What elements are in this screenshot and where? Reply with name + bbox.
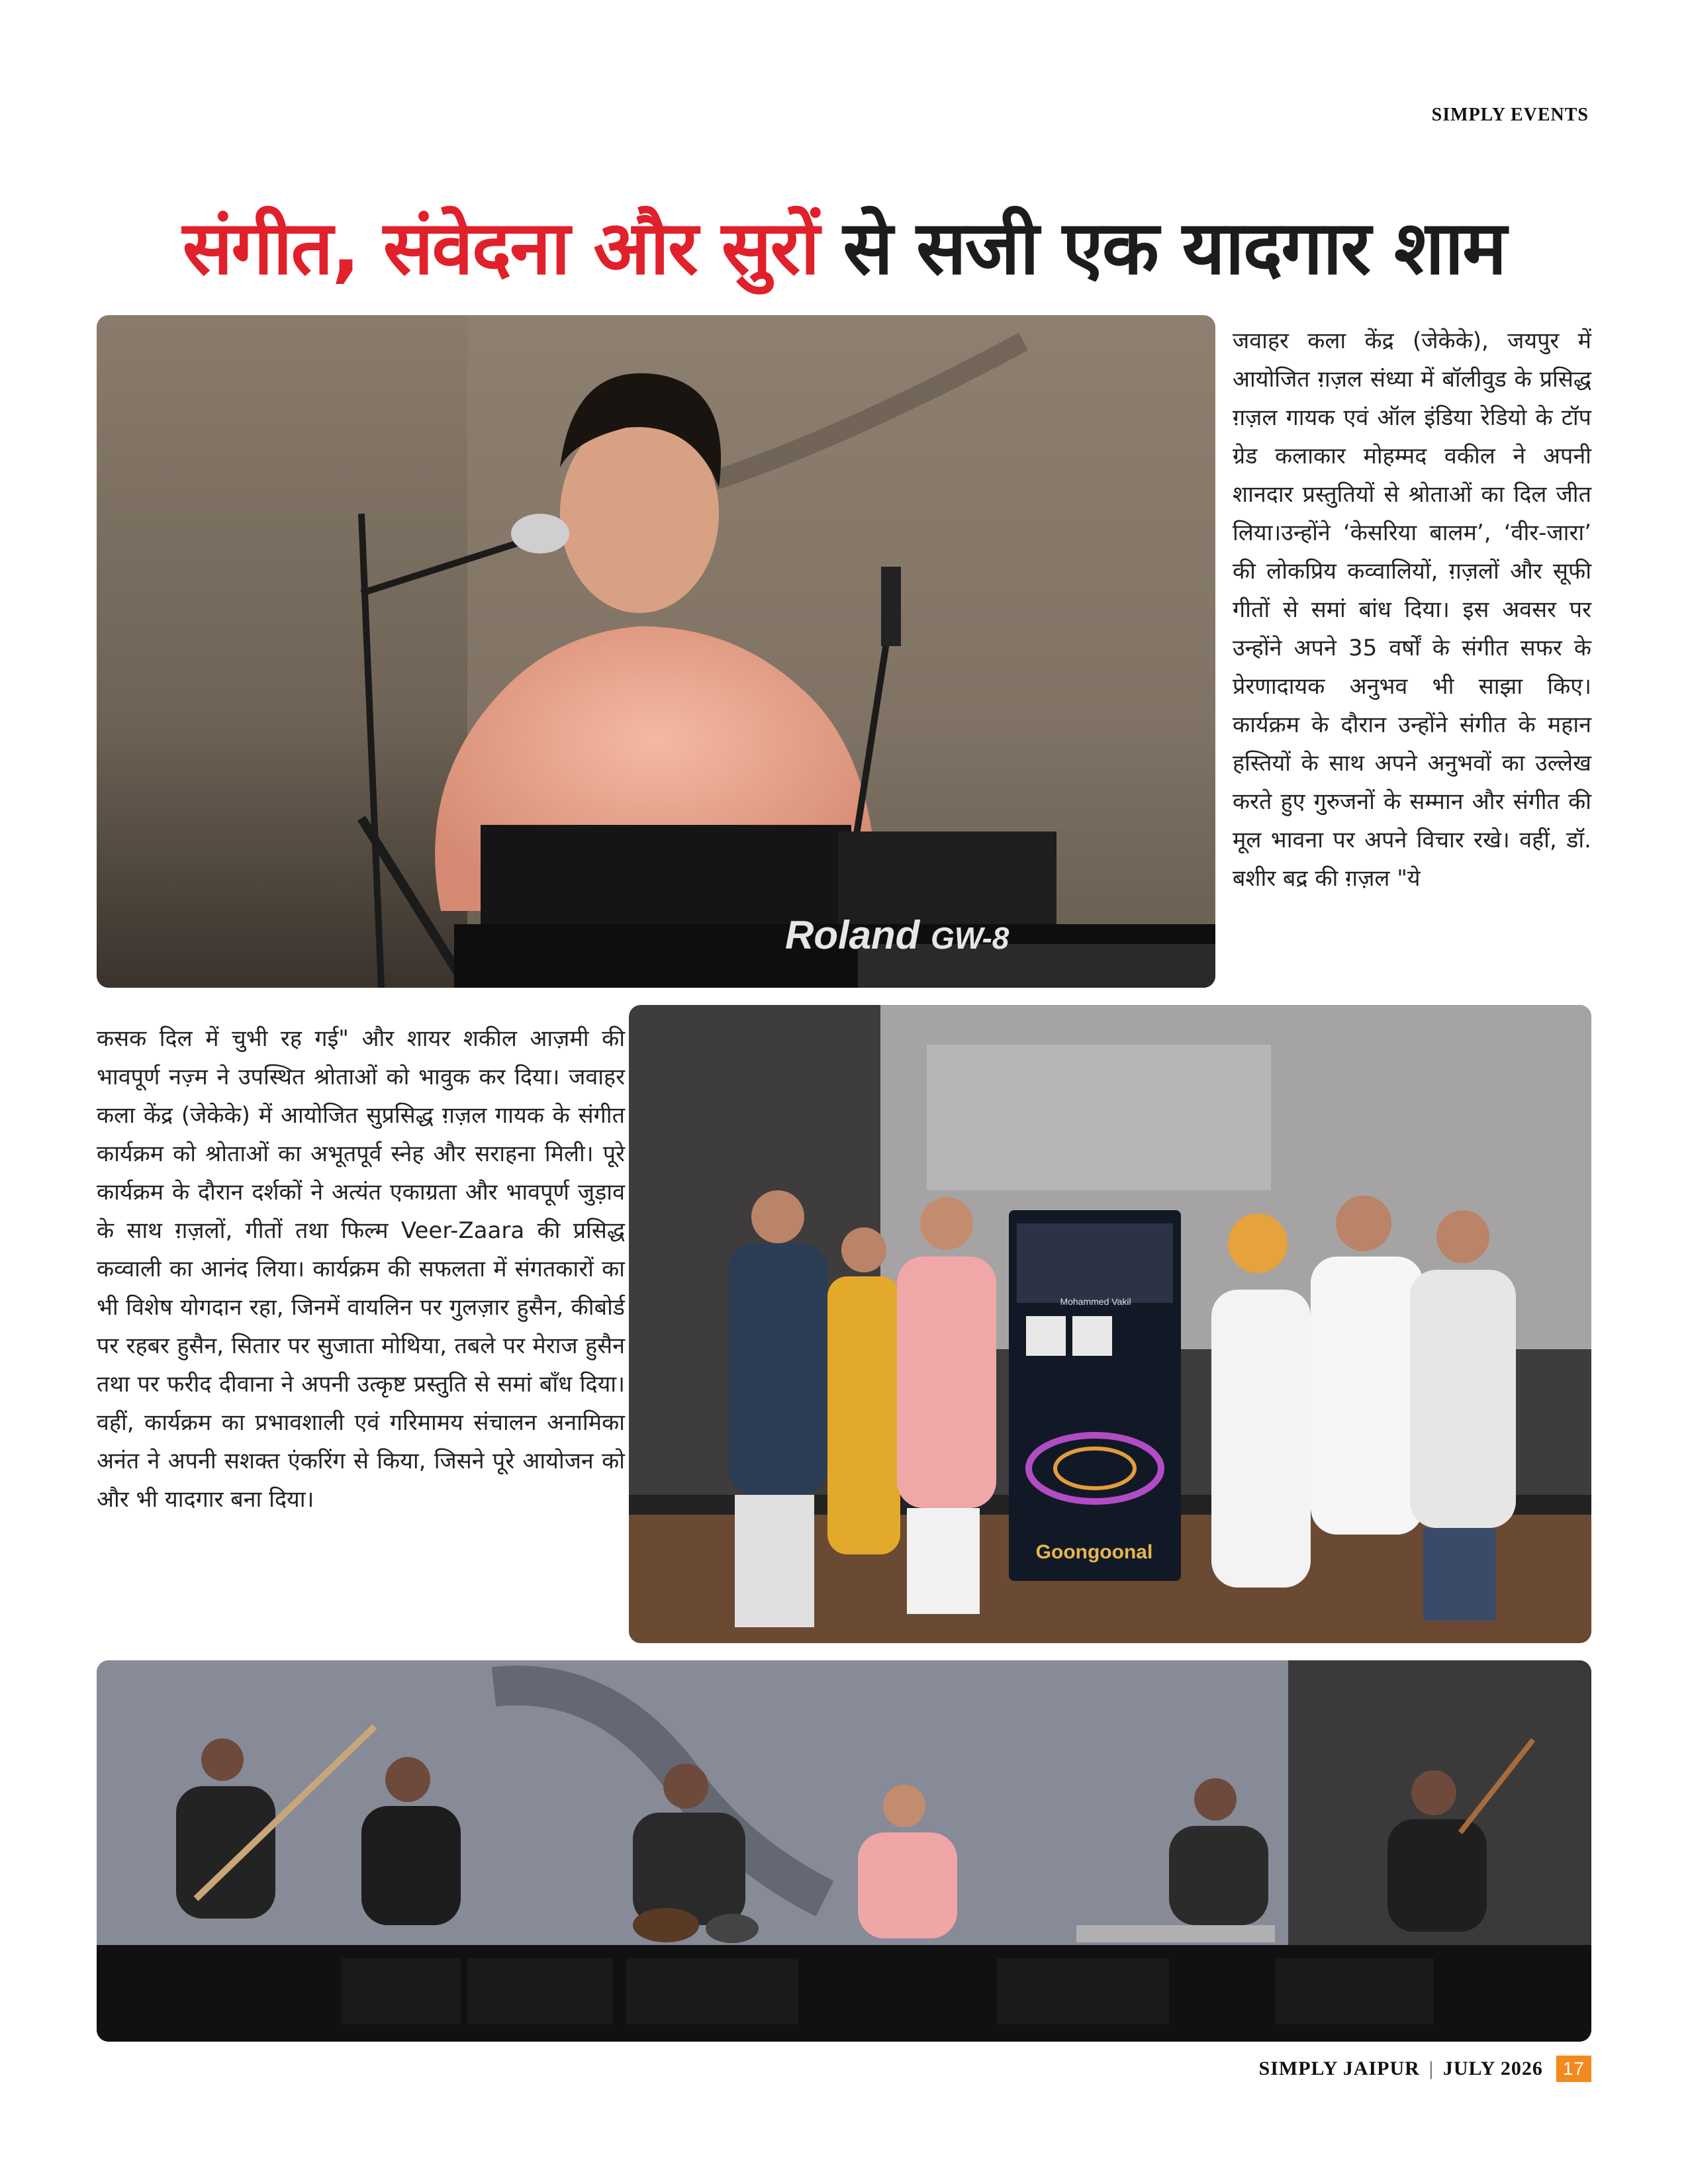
keyboard-brand: Roland [785,913,920,957]
poster-name: Mohammed Vakil [1060,1296,1131,1307]
headline [0,199,1688,298]
headline-dark-part: से सजी एक यादगार शाम [843,205,1506,291]
keyboard-model: GW-8 [931,921,1009,955]
keyboard-label [785,912,1009,958]
poster-brand: Goongoonal [1035,1541,1153,1563]
singer-photo [97,315,1215,988]
footer [1259,2052,1591,2085]
poster-launch-photo [629,1005,1591,1643]
section-label: SIMPLY EVENTS [1431,105,1589,125]
article-left-column [97,1020,625,1519]
footer-publication: SIMPLY JAIPUR [1258,2058,1420,2079]
footer-separator: | [1429,2058,1434,2079]
article-paragraph: जवाहर कला केंद्र (जेकेके), जयपुर में आयोजित ग़ज़ल संध्या में बॉलीवुड के प्रसिद्ध ग़ज़ल गायक एवं ऑल इंडिया रेडियो के टॉप ग्रेड कलाकार मोहम्मद वकील ने अपनी शानदार प्रस्तुतियों से श्रोताओं का दिल जीत लिया।उन्होंने ‘केसरिया बालम’, ‘वीर-जारा’ की लोकप्रिय कव्वालियों, ग़ज़लों और सूफी गीतों से समां बांध दिया। इस अवसर पर उन्होंने अपने 35 वर्षों के संगीत सफर के प्रेरणादायक अनुभव भी साझा किए। कार्यक्रम के दौरान उन्होंने संगीत के महान हस्तियों के साथ अपने अनुभवों का उल्लेख करते हुए गुरुजनों के सम्मान और संगीत की मूल भावना पर अपने विचार रखे। वहीं, डॉ. बशीर बद्र की ग़ज़ल "ये [1233,328,1591,892]
headline-red-part: संगीत, संवेदना और सुरों [182,205,819,291]
footer-issue: JULY 2026 [1442,2058,1543,2079]
article-paragraph: कसक दिल में चुभी रह गई" और शायर शकील आज़मी की भावपूर्ण नज़्म ने उपस्थित श्रोताओं को भावुक कर दिया। जवाहर कला केंद्र (जेकेके) में आयोजित सुप्रसिद्ध ग़ज़ल गायक के संगीत कार्यक्रम को श्रोताओं का अभूतपूर्व स्नेह और सराहना मिली। पूरे कार्यक्रम के दौरान दर्शकों ने अत्यंत एकाग्रता और भावपूर्ण जुड़ाव के साथ ग़ज़लों, गीतों तथा फिल्म Veer-Zaara की प्रसिद्ध कव्वाली का आनंद लिया। कार्यक्रम की सफलता में संगतकारों का भी विशेष योगदान रहा, जिनमें वायलिन पर गुलज़ार हुसैन, कीबोर्ड पर रहबर हुसैन, सितार पर सुजाता मोथिया, तबले पर मेराज हुसैन तथा पर फरीद दीवाना ने अपनी उत्कृष्ट प्रस्तुति से समां बाँध दिया। वहीं, कार्यक्रम का प्रभावशाली एवं गरिमामय संचालन अनामिका अनंत ने अपनी सशक्त एंकरिंग से किया, जिसने पूरे आयोजन को और भी यादगार बना दिया। [97,1025,625,1513]
ensemble-photo [97,1660,1591,2042]
article-right-column [1233,322,1591,898]
page-number: 17 [1556,2056,1591,2082]
